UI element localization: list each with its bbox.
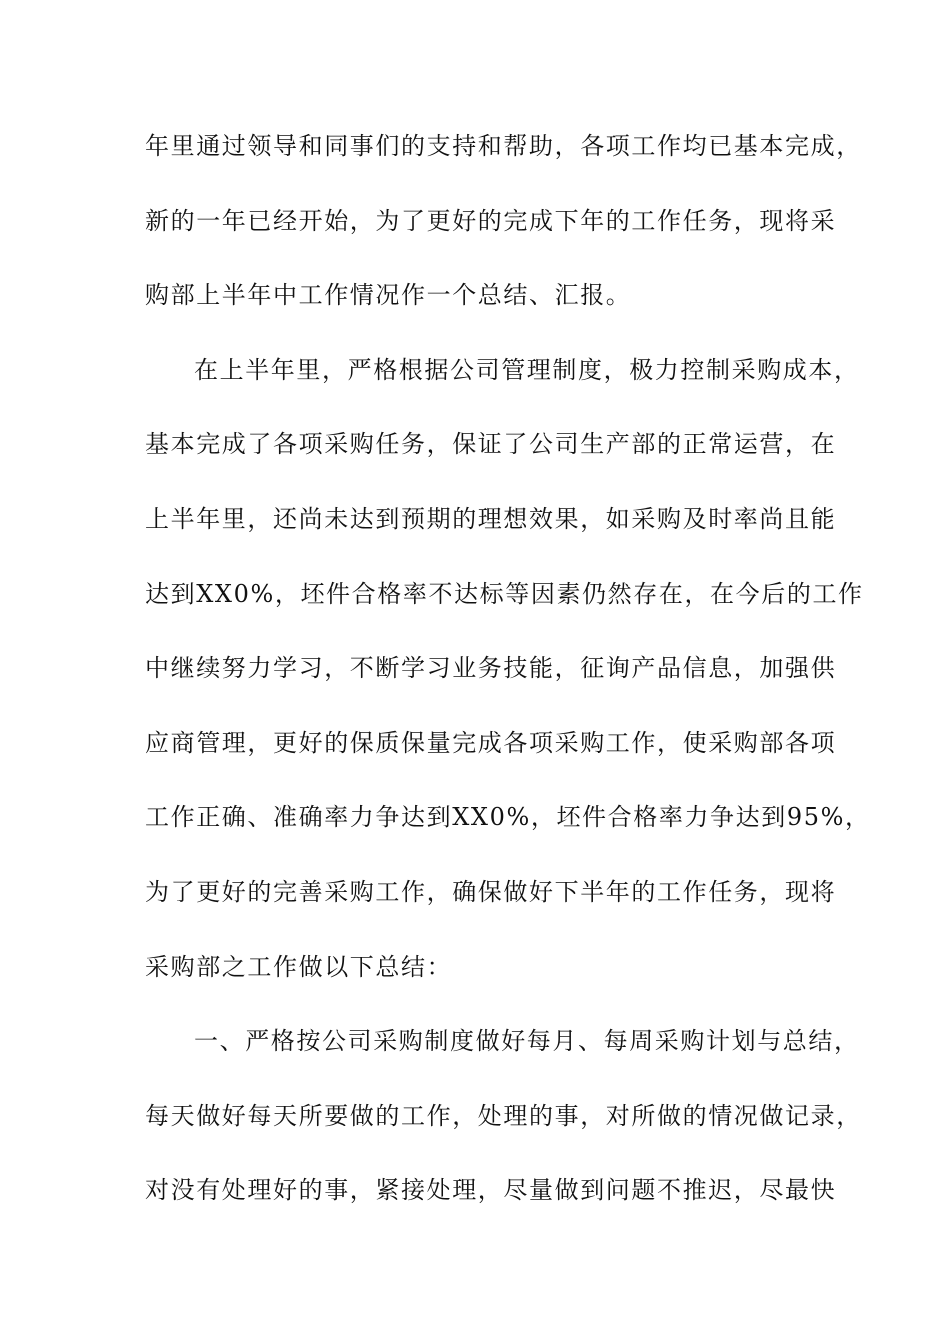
- text-line-9: 应商管理，更好的保质保量完成各项采购工作，使采购部各项: [145, 728, 837, 757]
- text-line-1: 年里通过领导和同事们的支持和帮助，各项工作均已基本完成，: [145, 132, 862, 160]
- text-line-15: 对没有处理好的事，紧接处理，尽量做到问题不推迟，尽最快: [145, 1176, 837, 1205]
- text-line-4: 在上半年里，严格根据公司管理制度，极力控制采购成本，: [194, 355, 860, 384]
- text-line-2: 新的一年已经开始，为了更好的完成下年的工作任务，现将采: [145, 206, 837, 235]
- text-line-10: 工作正确、准确率力争达到XX0%，坯件合格率力争达到95%，: [145, 803, 871, 832]
- text-line-6: 上半年里，还尚未达到预期的理想效果，如采购及时率尚且能: [145, 504, 837, 533]
- text-line-12: 采购部之工作做以下总结：: [145, 952, 453, 981]
- text-line-7: 达到XX0%，坯件合格率不达标等因素仍然存在，在今后的工作: [145, 579, 864, 608]
- text-line-5: 基本完成了各项采购任务，保证了公司生产部的正常运营，在: [145, 430, 837, 459]
- text-line-8: 中继续努力学习，不断学习业务技能，征询产品信息，加强供: [145, 654, 837, 683]
- document-body: [145, 128, 871, 1247]
- text-line-3: 购部上半年中工作情况作一个总结、汇报。: [145, 281, 632, 310]
- text-line-14: 每天做好每天所要做的工作，处理的事，对所做的情况做记录，: [145, 1101, 862, 1130]
- text-line-13: 一、严格按公司采购制度做好每月、每周采购计划与总结，: [194, 1027, 860, 1056]
- text-line-11: 为了更好的完善采购工作，确保做好下半年的工作任务，现将: [145, 877, 837, 906]
